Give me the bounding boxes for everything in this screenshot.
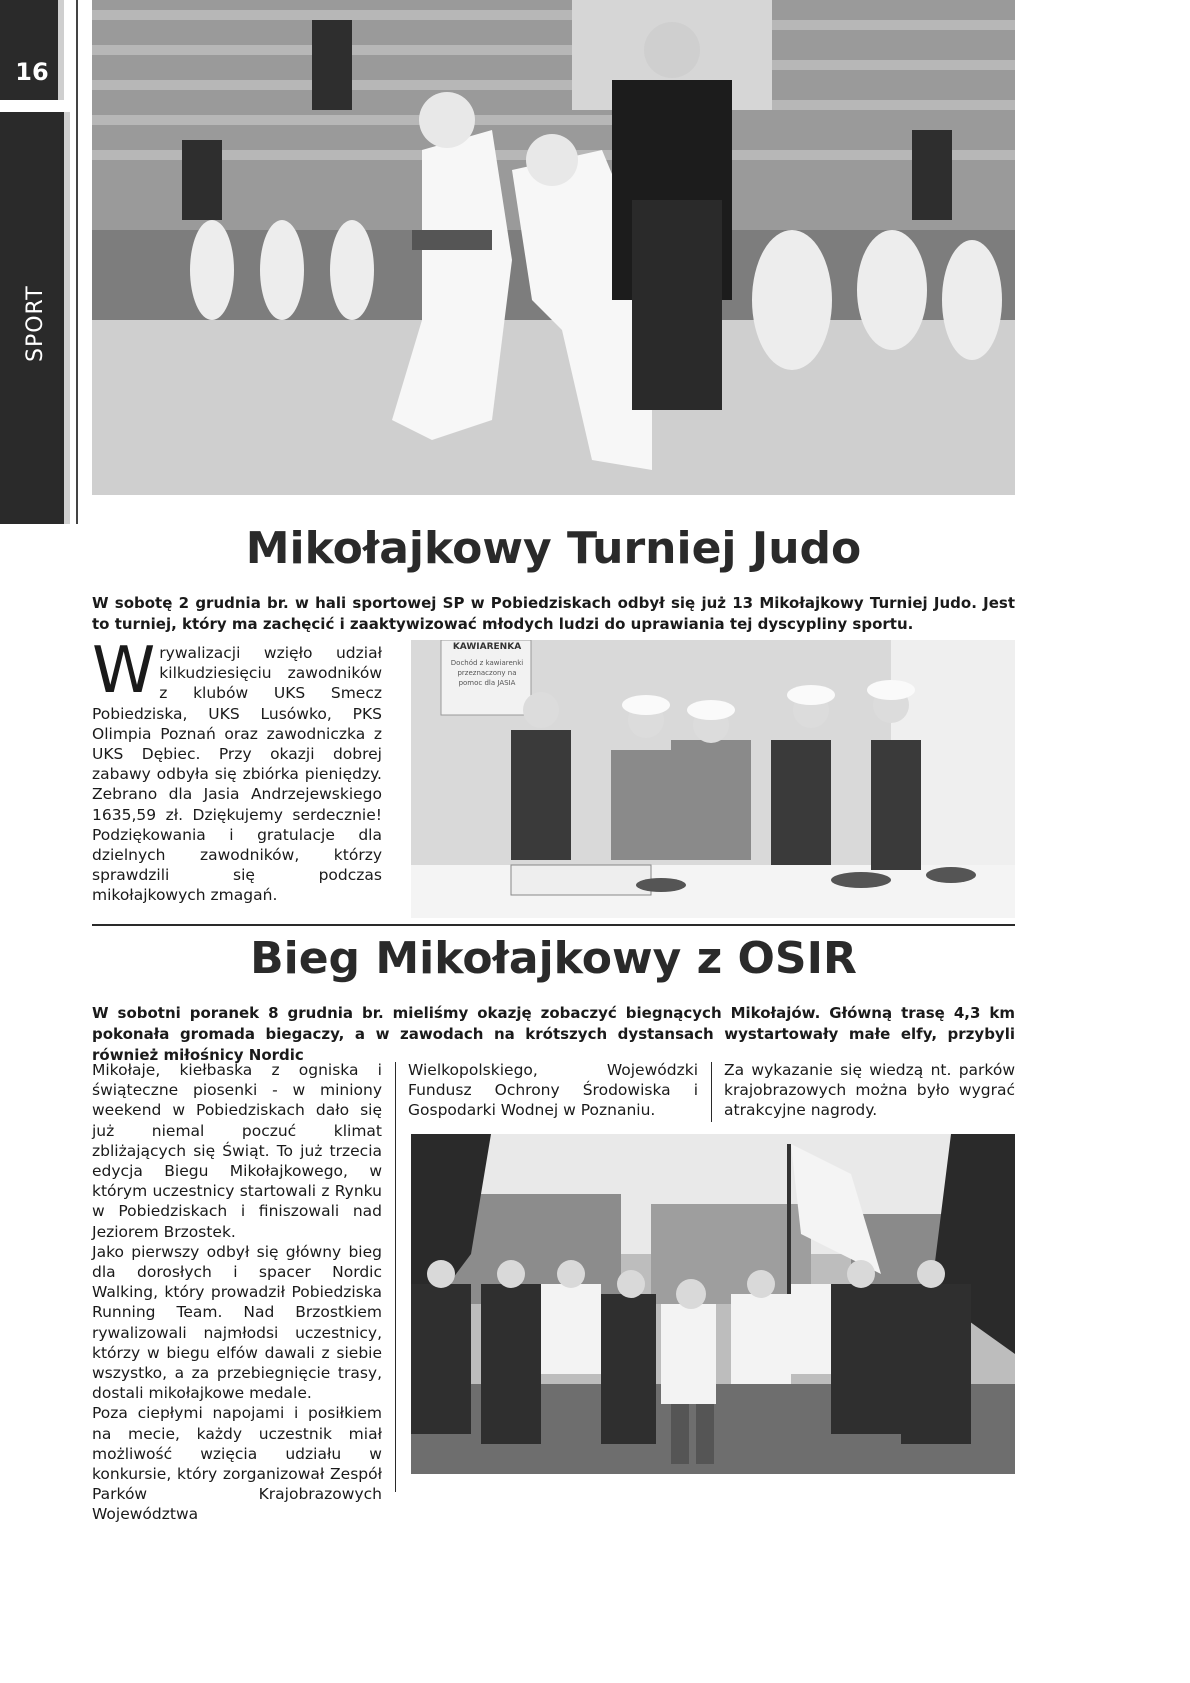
column-rule xyxy=(711,1062,712,1122)
drop-cap: W xyxy=(92,634,156,708)
paragraph: Poza ciepłymi napojami i posiłkiem na mecie, każdy uczestnik miał możliwość wzięcia udziału w konkursie, który zorganizował Zespół Parków Krajobrazowych Województwa xyxy=(92,1404,382,1524)
page-number: 16 xyxy=(15,58,49,86)
article-body-judo xyxy=(92,634,382,906)
cafe-sign-text: Dochód z kawiarenki przeznaczony na pomoc dla JASIA xyxy=(450,659,524,687)
article-body-judo-text: rywalizacji wzięło udział kilkudziesięciu zawodników z klubów UKS Smecz Pobiedziska, UKS Lusówko, PKS Olimpia Poznań oraz zawodniczka z UKS Dębiec. Przy okazji dobrej zabawy odbyła się zbiórka pieniędzy. Zebrano dla Jasia Andrzejewskiego 1635,59 zł. Dziękujemy serdecznie! Podziękowania i gratulacje dla dzielnych zawodników, którzy sprawdzili się podczas mikołajkowych zmagań. xyxy=(92,644,382,905)
article-lead-run: W sobotni poranek 8 grudnia br. mieliśmy okazję zobaczyć biegnących Mikołajów. Główną trasę 4,3 km pokonała gromada biegaczy, a w zawodach na krótszych dystansach wystartowały małe elfy, przybyli również miłośnicy Nordic xyxy=(92,1004,1015,1064)
paragraph: Jako pierwszy odbył się główny bieg dla dorosłych i spacer Nordic Walking, który prowadził Pobiedziska Running Team. Nad Brzostkiem rywalizowali najmłodsi uczestnicy, którzy w biegu elfów dawali z siebie wszystko, a za przebiegnięcie trasy, dostali mikołajkowe medale. xyxy=(92,1242,382,1403)
article-lead-judo: W sobotę 2 grudnia br. w hali sportowej SP w Pobiedziskach odbył się już 13 Mikołajkowy Turniej Judo. Jest to turniej, który ma zachęcić i zaaktywizować młodych ludzi do uprawiania tej dyscypliny sportu. xyxy=(92,594,1015,633)
article-body-run-col3: Za wykazanie się wiedzą nt. parków krajobrazowych można było wygrać atrakcyjne nagrody. xyxy=(724,1061,1015,1120)
section-divider xyxy=(92,924,1015,926)
article-body-run-col1 xyxy=(92,1060,382,1525)
edge-rule xyxy=(76,0,78,524)
article-body-run-col2: Wielkopolskiego, Wojewódzki Fundusz Ochrony Środowiska i Gospodarki Wodnej w Poznaniu. xyxy=(408,1061,698,1120)
article-title-run: Bieg Mikołajkowy z OSIR xyxy=(250,933,857,984)
cafe-sign-title: KAWIARENKA xyxy=(452,642,522,652)
runners-photo xyxy=(411,1134,1015,1474)
judo-photo xyxy=(92,0,1015,495)
column-rule xyxy=(395,1062,396,1492)
article-title-judo: Mikołajkowy Turniej Judo xyxy=(245,523,862,574)
cafe-photo xyxy=(411,640,1015,918)
section-label: SPORT xyxy=(23,285,48,362)
paragraph: Mikołaje, kiełbaska z ogniska i świąteczne piosenki - w miniony weekend w Pobiedziskach dało się już niemal poczuć klimat zbliżających się Świąt. To już trzecia edycja Biegu Mikołajkowego, w którym uczestnicy startowali z Rynku w Pobiedziskach i finiszowali nad Jeziorem Brzostek. xyxy=(92,1061,382,1241)
